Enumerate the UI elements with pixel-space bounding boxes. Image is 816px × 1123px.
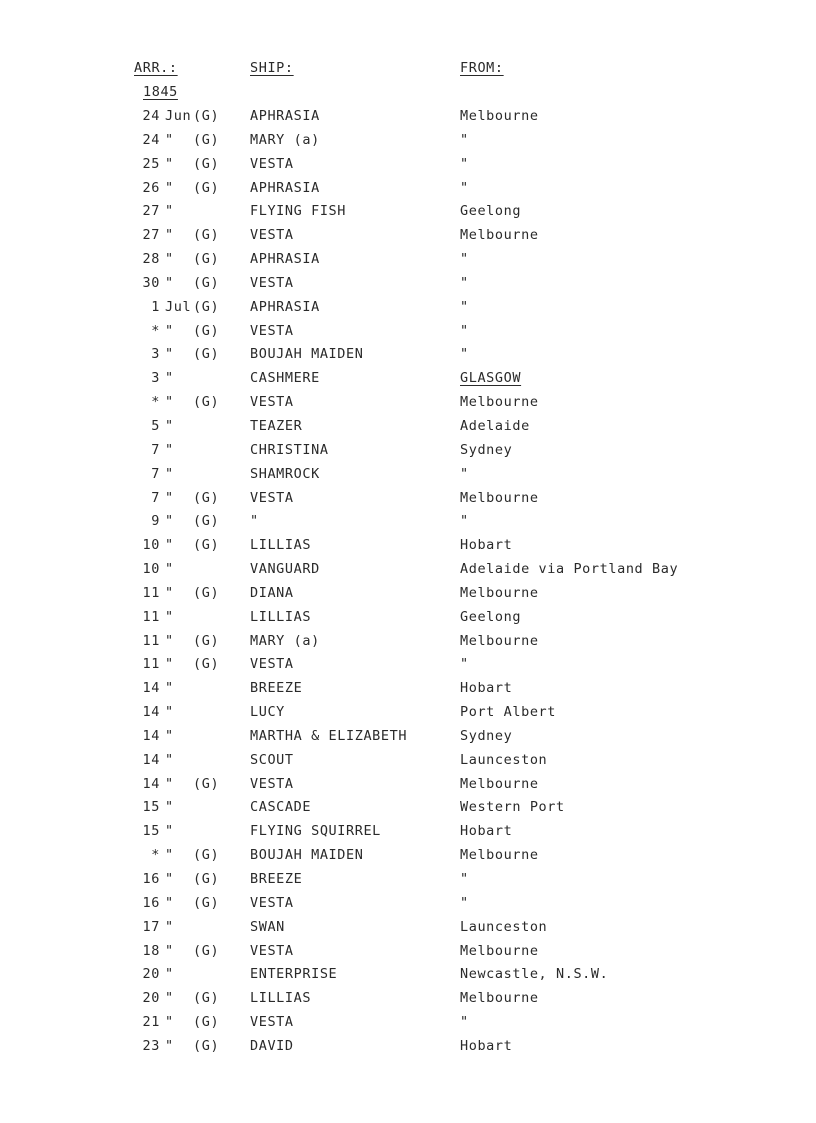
arrival-row [0,226,816,250]
arrival-row [0,369,816,393]
arrival-month: " [165,322,174,339]
ship-name: MARY (a) [250,131,320,148]
arrival-month: " [165,1037,174,1054]
arrival-day: 23 [142,1037,160,1054]
arrival-month: " [165,823,174,840]
ship-name: LILLIAS [250,990,312,1007]
arrival-day: 3 [151,346,160,363]
ship-name: VESTA [250,394,294,411]
origin-port: GLASGOW [460,370,522,387]
origin-port: Western Port [460,799,565,816]
arrival-row [0,441,816,465]
arrival-flag: (G) [193,656,220,673]
arrival-day: 17 [142,918,160,935]
ship-name: VESTA [250,656,294,673]
header-arrival: ARR.: [134,60,178,76]
arrival-row [0,632,816,656]
header-from: FROM: [460,60,504,76]
arrival-row [0,512,816,536]
origin-port: Adelaide [460,417,530,434]
arrival-row [0,918,816,942]
arrival-day: 20 [142,966,160,983]
origin-port: Hobart [460,680,513,697]
origin-port: Melbourne [460,775,539,792]
arrival-flag: (G) [193,775,220,792]
arrival-day: * [151,394,160,411]
arrival-month: " [165,799,174,816]
arrival-flag: (G) [193,489,220,506]
ship-name: BOUJAH MAIDEN [250,346,364,363]
arrival-month: " [165,775,174,792]
origin-port: Geelong [460,203,522,220]
arrival-flag: (G) [193,1014,220,1031]
origin-port: Melbourne [460,394,539,411]
arrival-month: " [165,441,174,458]
arrival-flag: (G) [193,274,220,291]
origin-port: " [460,131,469,148]
arrival-day: 11 [142,584,160,601]
arrival-flag: (G) [193,632,220,649]
arrival-day: 15 [142,799,160,816]
arrival-day: 15 [142,823,160,840]
arrival-month: " [165,227,174,244]
arrival-row [0,345,816,369]
arrival-row [0,703,816,727]
origin-port: Melbourne [460,847,539,864]
arrival-flag: (G) [193,251,220,268]
origin-port: Melbourne [460,942,539,959]
arrival-month: " [165,584,174,601]
ship-name: BOUJAH MAIDEN [250,847,364,864]
origin-port: " [460,894,469,911]
origin-port: Hobart [460,537,513,554]
arrival-day: 24 [142,108,160,124]
arrival-row [0,322,816,346]
arrival-flag: (G) [193,871,220,887]
ship-name: DAVID [250,1037,294,1054]
arrival-row [0,179,816,203]
origin-port: " [460,322,469,339]
arrival-flag: (G) [193,942,220,959]
arrival-row [0,536,816,560]
ship-name: MARY (a) [250,632,320,649]
arrival-day: 16 [142,871,160,887]
origin-port: " [460,179,469,196]
origin-port: Hobart [460,823,513,840]
arrival-month: " [165,990,174,1007]
arrival-day: 16 [142,894,160,911]
arrivals-list [0,107,816,1061]
arrival-month: " [165,847,174,864]
arrival-flag: (G) [193,346,220,363]
arrival-day: 10 [142,561,160,578]
arrival-day: 11 [142,656,160,673]
arrival-row [0,584,816,608]
ship-name: VESTA [250,489,294,506]
arrival-flag: (G) [193,322,220,339]
arrival-month: " [165,537,174,554]
arrival-row [0,894,816,918]
arrival-month: " [165,274,174,291]
ship-name: SHAMROCK [250,465,320,482]
arrival-month: " [165,608,174,625]
origin-port: Melbourne [460,489,539,506]
ship-name: APHRASIA [250,251,320,268]
arrival-flag: (G) [193,155,220,172]
ship-name: APHRASIA [250,298,320,315]
arrival-month: " [165,203,174,220]
arrival-row [0,870,816,894]
arrival-row [0,775,816,799]
arrival-month: " [165,155,174,172]
arrival-row [0,155,816,179]
arrival-day: 7 [151,441,160,458]
ship-name: VESTA [250,155,294,172]
arrival-row [0,465,816,489]
origin-port: Melbourne [460,632,539,649]
origin-port: Newcastle, N.S.W. [460,966,609,983]
arrival-month: " [165,1014,174,1031]
ship-name: TEAZER [250,417,303,434]
origin-port: Melbourne [460,227,539,244]
origin-port: " [460,1014,469,1031]
origin-port: Launceston [460,918,548,935]
arrival-month: " [165,966,174,983]
arrival-month: " [165,871,174,887]
arrival-month: " [165,680,174,697]
origin-port: " [460,871,469,887]
arrival-month: " [165,251,174,268]
arrival-day: * [151,847,160,864]
ship-name: SCOUT [250,751,294,768]
origin-port: Geelong [460,608,522,625]
arrival-month: " [165,513,174,530]
arrival-row [0,655,816,679]
ship-name: LUCY [250,704,285,721]
origin-port: Adelaide via Portland Bay [460,561,679,578]
ship-name: CASCADE [250,799,312,816]
arrival-month: " [165,131,174,148]
arrival-row [0,751,816,775]
arrival-flag: (G) [193,513,220,530]
arrival-day: 11 [142,632,160,649]
arrival-day: 30 [142,274,160,291]
origin-port: " [460,298,469,315]
arrival-flag: (G) [193,108,220,124]
arrival-row [0,822,816,846]
arrival-row [0,560,816,584]
ship-name: FLYING FISH [250,203,347,220]
year-heading: 1845 [143,84,178,100]
origin-port: Melbourne [460,108,539,124]
arrival-month: " [165,417,174,434]
arrival-month: " [165,346,174,363]
arrival-flag: (G) [193,298,220,315]
origin-port: Launceston [460,751,548,768]
arrival-flag: (G) [193,894,220,911]
ship-name: VESTA [250,1014,294,1031]
arrival-flag: (G) [193,847,220,864]
arrival-row [0,131,816,155]
arrival-row [0,989,816,1013]
ship-name: DIANA [250,584,294,601]
arrival-month: " [165,894,174,911]
ship-name: VESTA [250,942,294,959]
arrival-day: 28 [142,251,160,268]
arrival-day: 20 [142,990,160,1007]
arrival-month: " [165,656,174,673]
arrival-day: * [151,322,160,339]
origin-port: " [460,513,469,530]
ship-name: FLYING SQUIRREL [250,823,381,840]
arrival-row [0,489,816,513]
arrival-month: " [165,632,174,649]
arrival-flag: (G) [193,537,220,554]
header-ship: SHIP: [250,60,294,76]
arrival-row [0,798,816,822]
origin-port: " [460,465,469,482]
ship-name: SWAN [250,918,285,935]
arrival-row [0,107,816,131]
arrival-day: 27 [142,227,160,244]
arrival-month: " [165,489,174,506]
origin-port: Sydney [460,441,513,458]
arrival-day: 25 [142,155,160,172]
arrival-row [0,679,816,703]
origin-port: Hobart [460,1037,513,1054]
arrival-day: 14 [142,727,160,744]
ship-name: CHRISTINA [250,441,329,458]
ship-name: BREEZE [250,680,303,697]
arrival-day: 9 [151,513,160,530]
arrival-row [0,727,816,751]
origin-port: " [460,274,469,291]
arrival-flag: (G) [193,131,220,148]
ship-name: VESTA [250,775,294,792]
arrival-day: 10 [142,537,160,554]
arrival-row [0,965,816,989]
ship-name: VESTA [250,227,294,244]
arrival-month: " [165,942,174,959]
arrival-day: 3 [151,370,160,387]
origin-port: Melbourne [460,584,539,601]
arrival-row [0,1013,816,1037]
arrival-row [0,202,816,226]
arrival-flag: (G) [193,584,220,601]
origin-port: Port Albert [460,704,557,721]
ship-name: MARTHA & ELIZABETH [250,727,408,744]
arrival-flag: (G) [193,227,220,244]
ship-name: VESTA [250,274,294,291]
arrival-day: 14 [142,680,160,697]
arrival-month: " [165,394,174,411]
arrival-row [0,250,816,274]
arrival-month: " [165,370,174,387]
origin-port: " [460,155,469,172]
arrival-month: " [165,751,174,768]
arrival-day: 21 [142,1014,160,1031]
arrival-day: 5 [151,417,160,434]
column-header-row [0,60,816,80]
arrival-day: 18 [142,942,160,959]
arrival-day: 14 [142,704,160,721]
arrival-month: " [165,561,174,578]
arrival-month: " [165,727,174,744]
ship-name: " [250,513,259,530]
origin-port: " [460,251,469,268]
arrival-row [0,298,816,322]
origin-port: " [460,656,469,673]
arrival-flag: (G) [193,394,220,411]
ship-name: VESTA [250,322,294,339]
arrival-day: 27 [142,203,160,220]
arrival-day: 26 [142,179,160,196]
arrival-day: 14 [142,751,160,768]
arrival-month: " [165,179,174,196]
arrival-flag: (G) [193,1037,220,1054]
ship-name: LILLIAS [250,537,312,554]
ship-name: APHRASIA [250,179,320,196]
ship-name: APHRASIA [250,108,320,124]
ship-name: VANGUARD [250,561,320,578]
ship-name: CASHMERE [250,370,320,387]
arrival-row [0,417,816,441]
arrival-flag: (G) [193,990,220,1007]
arrival-row [0,1037,816,1061]
ship-name: BREEZE [250,871,303,887]
arrival-month: " [165,704,174,721]
arrival-month: " [165,465,174,482]
arrival-day: 14 [142,775,160,792]
ship-name: ENTERPRISE [250,966,338,983]
arrival-flag: (G) [193,179,220,196]
ship-name: LILLIAS [250,608,312,625]
arrival-day: 7 [151,465,160,482]
origin-port: Melbourne [460,990,539,1007]
origin-port: " [460,346,469,363]
arrival-day: 1 [151,298,160,315]
arrival-month: Jul [165,298,192,315]
arrival-row [0,274,816,298]
arrival-month: " [165,918,174,935]
origin-port: Sydney [460,727,513,744]
arrival-row [0,608,816,632]
arrival-day: 24 [142,131,160,148]
arrival-row [0,942,816,966]
arrival-month: Jun [165,108,192,124]
ship-name: VESTA [250,894,294,911]
arrival-day: 7 [151,489,160,506]
arrival-row [0,846,816,870]
arrival-day: 11 [142,608,160,625]
arrival-row [0,393,816,417]
